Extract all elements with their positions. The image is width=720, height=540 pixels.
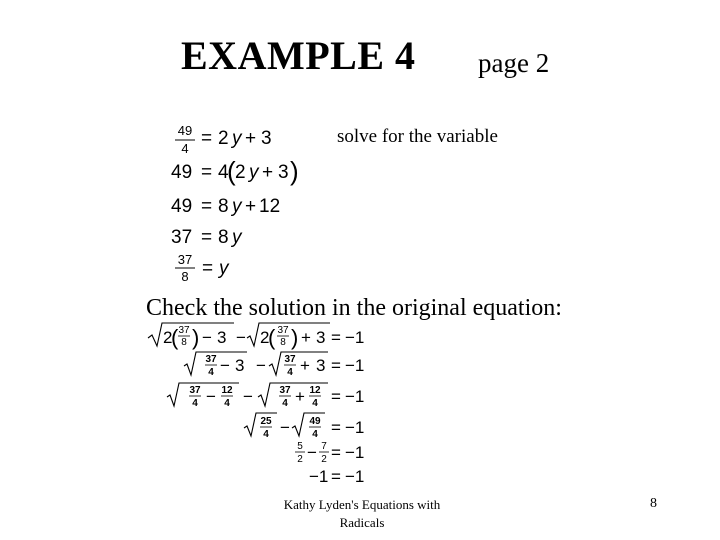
equals-sign: =	[331, 467, 341, 486]
term: −1	[345, 328, 365, 347]
slide-title: EXAMPLE 4	[181, 33, 416, 78]
term: 49	[171, 196, 193, 217]
numerator: 37	[284, 354, 296, 365]
term: −1	[345, 356, 365, 375]
denominator: 4	[312, 398, 318, 409]
solution-steps	[171, 123, 299, 284]
denominator: 4	[282, 398, 288, 409]
minus-sign: −	[307, 443, 317, 462]
denominator: 4	[192, 398, 198, 409]
numerator: 37	[177, 252, 193, 267]
denominator: 2	[297, 454, 303, 465]
minus-sign: −	[256, 356, 266, 375]
term: −1	[345, 467, 365, 486]
term: 3	[316, 328, 326, 347]
term: 3	[278, 162, 289, 183]
check-step-3	[167, 383, 364, 409]
slide-number: 8	[650, 496, 657, 511]
equals-sign: =	[331, 328, 341, 347]
term: −1	[345, 418, 365, 437]
plus-sign: +	[301, 328, 311, 347]
open-paren: (	[171, 325, 179, 350]
term: 37	[171, 227, 193, 248]
term: −1	[345, 443, 365, 462]
numerator: 37	[189, 385, 201, 396]
check-step-4	[244, 413, 364, 440]
minus-sign: −	[236, 328, 246, 347]
variable: y	[232, 196, 242, 217]
equals-sign: =	[331, 356, 341, 375]
open-paren: (	[268, 325, 276, 350]
solution-step-5	[175, 252, 230, 284]
solution-step-4	[171, 227, 243, 248]
plus-sign: +	[295, 387, 305, 406]
minus-sign: −	[202, 328, 212, 347]
equals-sign: =	[202, 258, 214, 279]
solution-step-3	[171, 196, 280, 217]
term: 2	[163, 328, 173, 347]
check-steps	[148, 323, 364, 486]
minus-sign: −	[220, 356, 230, 375]
variable: y	[219, 258, 229, 279]
equals-sign: =	[201, 128, 213, 149]
check-step-5	[295, 441, 364, 465]
denominator: 4	[287, 367, 293, 378]
solution-step-1	[175, 123, 272, 156]
open-paren: (	[227, 156, 236, 186]
denominator: 2	[321, 454, 327, 465]
denominator: 8	[280, 337, 286, 348]
denominator: 4	[312, 429, 318, 440]
term: −1	[309, 467, 329, 486]
close-paren: )	[192, 325, 200, 350]
instruction-text: solve for the variable	[337, 126, 498, 147]
term: 2	[235, 162, 246, 183]
equals-sign: =	[331, 443, 341, 462]
close-paren: )	[290, 156, 299, 186]
check-step-6	[309, 467, 364, 486]
check-step-2	[184, 352, 364, 378]
equals-sign: =	[331, 387, 341, 406]
numerator: 37	[205, 354, 217, 365]
variable: y	[232, 128, 242, 149]
minus-sign: −	[243, 387, 253, 406]
numerator: 5	[297, 441, 303, 452]
numerator: 12	[309, 385, 321, 396]
denominator: 8	[181, 337, 187, 348]
denominator: 4	[181, 141, 189, 156]
plus-sign: +	[245, 196, 257, 217]
minus-sign: −	[280, 418, 290, 437]
term: 49	[171, 162, 193, 183]
plus-sign: +	[300, 356, 310, 375]
equals-sign: =	[201, 227, 213, 248]
plus-sign: +	[262, 162, 274, 183]
solution-step-2	[171, 156, 299, 186]
page-label: page 2	[478, 48, 550, 78]
denominator: 4	[208, 367, 214, 378]
numerator: 7	[321, 441, 327, 452]
check-step-1	[148, 323, 364, 350]
numerator: 37	[277, 325, 289, 336]
term: 3	[316, 356, 326, 375]
term: 3	[261, 128, 272, 149]
numerator: 37	[178, 325, 190, 336]
denominator: 8	[181, 269, 189, 284]
term: 8	[218, 227, 229, 248]
term: 12	[259, 196, 281, 217]
term: 2	[218, 128, 229, 149]
numerator: 49	[309, 416, 321, 427]
term: −1	[345, 387, 365, 406]
term: 8	[218, 196, 229, 217]
numerator: 12	[221, 385, 233, 396]
minus-sign: −	[206, 387, 216, 406]
term: 3	[235, 356, 245, 375]
equals-sign: =	[201, 196, 213, 217]
variable: y	[232, 227, 242, 248]
term: 4	[218, 162, 229, 183]
numerator: 25	[260, 416, 272, 427]
plus-sign: +	[245, 128, 257, 149]
variable: y	[249, 162, 259, 183]
numerator: 49	[177, 123, 193, 138]
footer-credit: Kathy Lyden's Equations with Radicals	[283, 497, 441, 530]
close-paren: )	[291, 325, 299, 350]
numerator: 37	[279, 385, 291, 396]
term: 3	[217, 328, 227, 347]
denominator: 4	[263, 429, 269, 440]
equals-sign: =	[331, 418, 341, 437]
equals-sign: =	[201, 162, 213, 183]
denominator: 4	[224, 398, 230, 409]
check-heading: Check the solution in the original equation:	[146, 295, 562, 321]
term: 2	[260, 328, 270, 347]
